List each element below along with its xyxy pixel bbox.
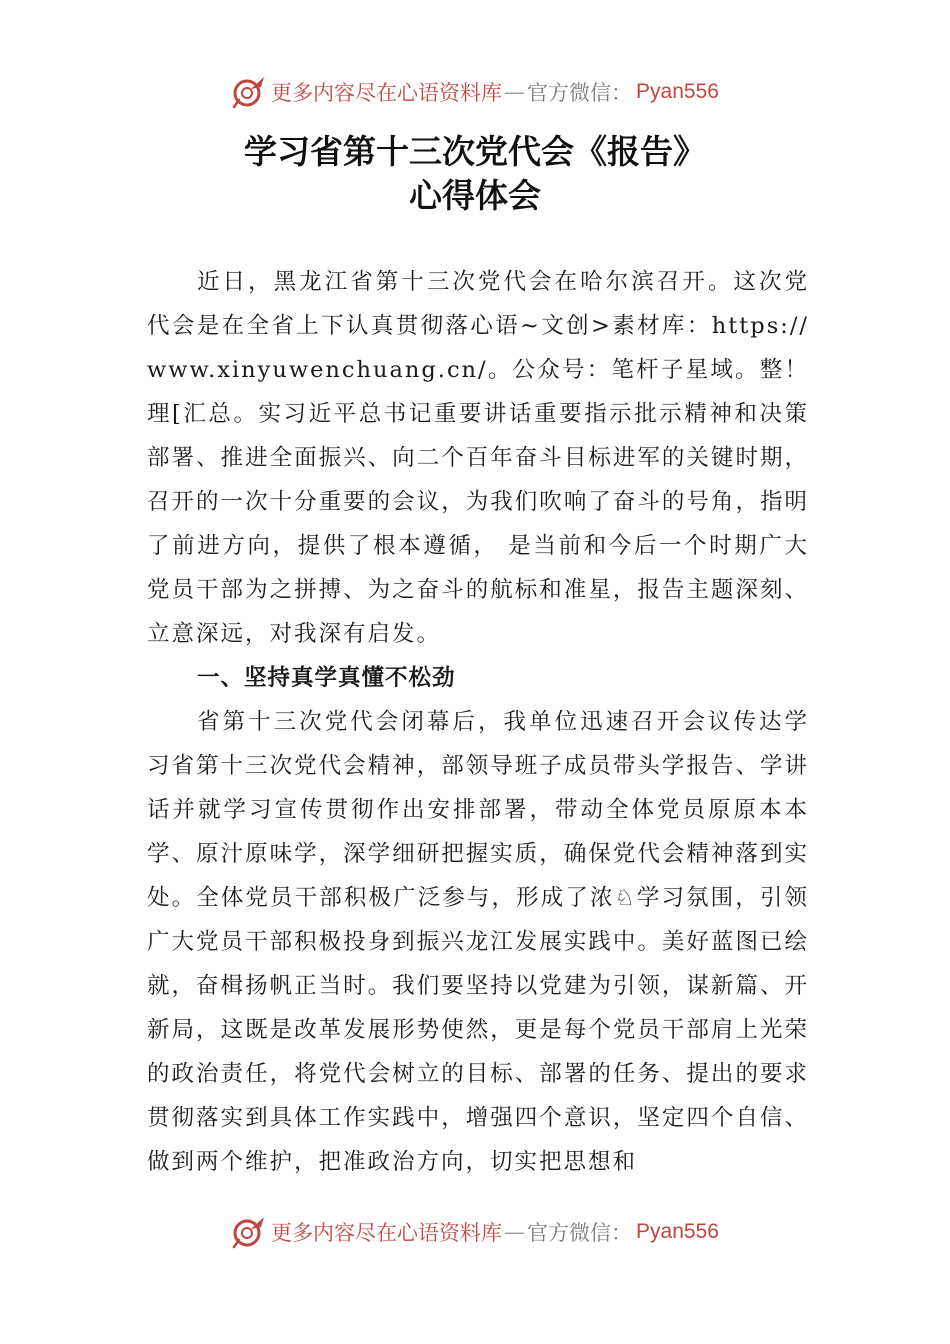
document-title-line1: 学习省第十三次党代会《报告》 bbox=[244, 132, 706, 171]
document-title-line2: 心得体会 bbox=[409, 176, 541, 215]
watermark-banner-bottom bbox=[0, 1212, 950, 1252]
watermark-text: 更多内容尽在心语资料库 bbox=[271, 81, 503, 105]
watermark-wechat-label: 官方微信： bbox=[527, 1221, 633, 1245]
watermark-banner-top bbox=[0, 72, 950, 112]
watermark-wechat-id: Pyan556 bbox=[636, 1220, 719, 1243]
pen-nib-logo-icon bbox=[231, 74, 267, 110]
watermark-separator: — bbox=[504, 80, 526, 104]
section-heading-1: 一、坚持真学真懂不松劲 bbox=[197, 665, 456, 691]
watermark-wechat-id: Pyan556 bbox=[636, 80, 719, 103]
paragraph-section-1: 省第十三次党代会闭幕后，我单位迅速召开会议传达学习省第十三次党代会精神，部领导班子成员带头学报告、学讲话并就学习宣传贯彻作出安排部署，带动全体党员原原本本学、原汁原味学，深学细研把握实质，确保党代会精神落到实处。全体党员干部积极广泛参与，形成了浓♘学习氛围，引领广大党员干部积极投身到振兴龙江发展实践中。美好蓝图已绘就，奋楫扬帆正当时。我们要坚持以党建为引领，谋新篇、开新局，这既是改革发展形势使然，更是每个党员干部肩上光荣的政治责任，将党代会树立的目标、部署的任务、提出的要求贯彻落实到具体工作实践中，增强四个意识，坚定四个自信、做到两个维护，把准政治方向，切实把思想和 bbox=[147, 709, 809, 1175]
watermark-text: 更多内容尽在心语资料库 bbox=[271, 1221, 503, 1245]
document-body bbox=[147, 260, 809, 1184]
watermark-separator: — bbox=[504, 1220, 526, 1244]
paragraph-intro: 近日，黑龙江省第十三次党代会在哈尔滨召开。这次党代会是在全省上下认真贯彻落心语~文创>素材库：https://www.xinyuwenchuang.cn/。公众号：笔杆子星域。整！理[汇总。实习近平总书记重要讲话重要指示批示精神和决策部署、推进全面振兴、向二个百年奋斗目标进军的关键时期，召开的一次十分重要的会议，为我们吹响了奋斗的号角，指明了前进方向，提供了根本遵循， 是当前和今后一个时期广大党员干部为之拼搏、为之奋斗的航标和准星，报告主题深刻、立意深远，对我深有启发。 bbox=[147, 269, 809, 647]
pen-nib-logo-icon bbox=[231, 1214, 267, 1250]
watermark-wechat-label: 官方微信： bbox=[527, 81, 633, 105]
